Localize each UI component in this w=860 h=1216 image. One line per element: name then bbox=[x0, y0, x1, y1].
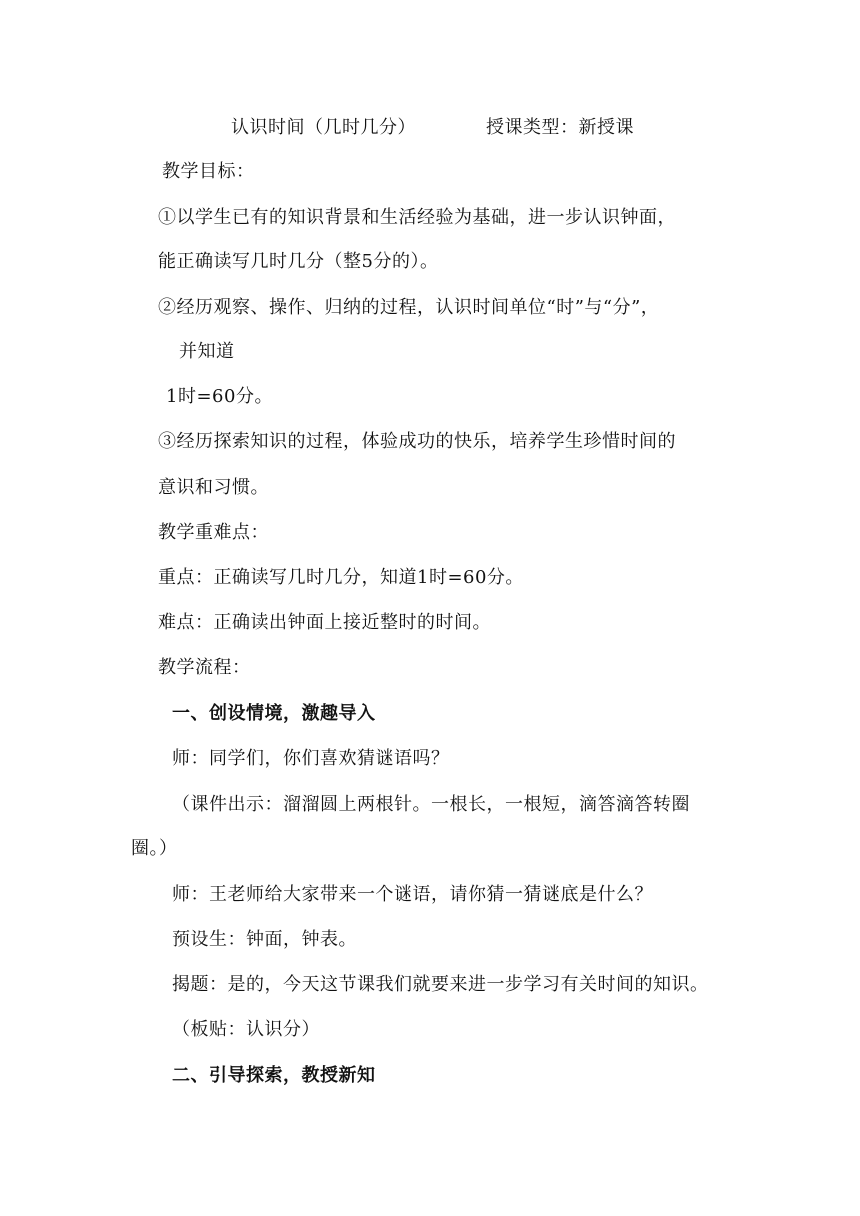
objective-2-line-1: ②经历观察、操作、归纳的过程，认识时间单位“时”与“分”， bbox=[158, 297, 660, 318]
section-1-title: 一、创设情境，激趣导入 bbox=[172, 703, 376, 724]
objective-1-line-2: 能正确读写几时几分（整5分的）。 bbox=[158, 251, 439, 272]
difficult-point: 难点：正确读出钟面上接近整时的时间。 bbox=[158, 612, 491, 633]
paragraph-5: 揭题：是的，今天这节课我们就要来进一步学习有关时间的知识。 bbox=[172, 974, 709, 995]
objective-2-line-2: 并知道 bbox=[179, 341, 235, 362]
paragraph-6: （板贴：认识分） bbox=[172, 1019, 320, 1040]
key-point: 重点：正确读写几时几分，知道1时=60分。 bbox=[158, 567, 524, 588]
process-heading: 教学流程： bbox=[158, 657, 251, 678]
lesson-title: 认识时间（几时几分） bbox=[231, 117, 416, 138]
section-2-title: 二、引导探索，教授新知 bbox=[172, 1065, 376, 1086]
objective-2-line-3: 1时=60分。 bbox=[166, 386, 273, 407]
objective-1-line-1: ①以学生已有的知识背景和生活经验为基础，进一步认识钟面， bbox=[158, 207, 676, 228]
objectives-heading: 教学目标： bbox=[162, 161, 255, 182]
objective-3-line-2: 意识和习惯。 bbox=[158, 477, 269, 498]
paragraph-2-line-2: 圈。） bbox=[131, 838, 178, 859]
lesson-type: 授课类型：新授课 bbox=[486, 117, 634, 138]
objective-3-line-1: ③经历探索知识的过程，体验成功的快乐，培养学生珍惜时间的 bbox=[158, 431, 676, 452]
key-points-heading: 教学重难点： bbox=[158, 522, 269, 543]
paragraph-4: 预设生：钟面，钟表。 bbox=[172, 929, 357, 950]
paragraph-2-line-1: （课件出示：溜溜圆上两根针。一根长，一根短，滴答滴答转圈 bbox=[172, 794, 690, 815]
paragraph-3: 师：王老师给大家带来一个谜语，请你猜一猜谜底是什么？ bbox=[172, 884, 653, 905]
paragraph-1: 师：同学们，你们喜欢猜谜语吗？ bbox=[172, 748, 450, 769]
